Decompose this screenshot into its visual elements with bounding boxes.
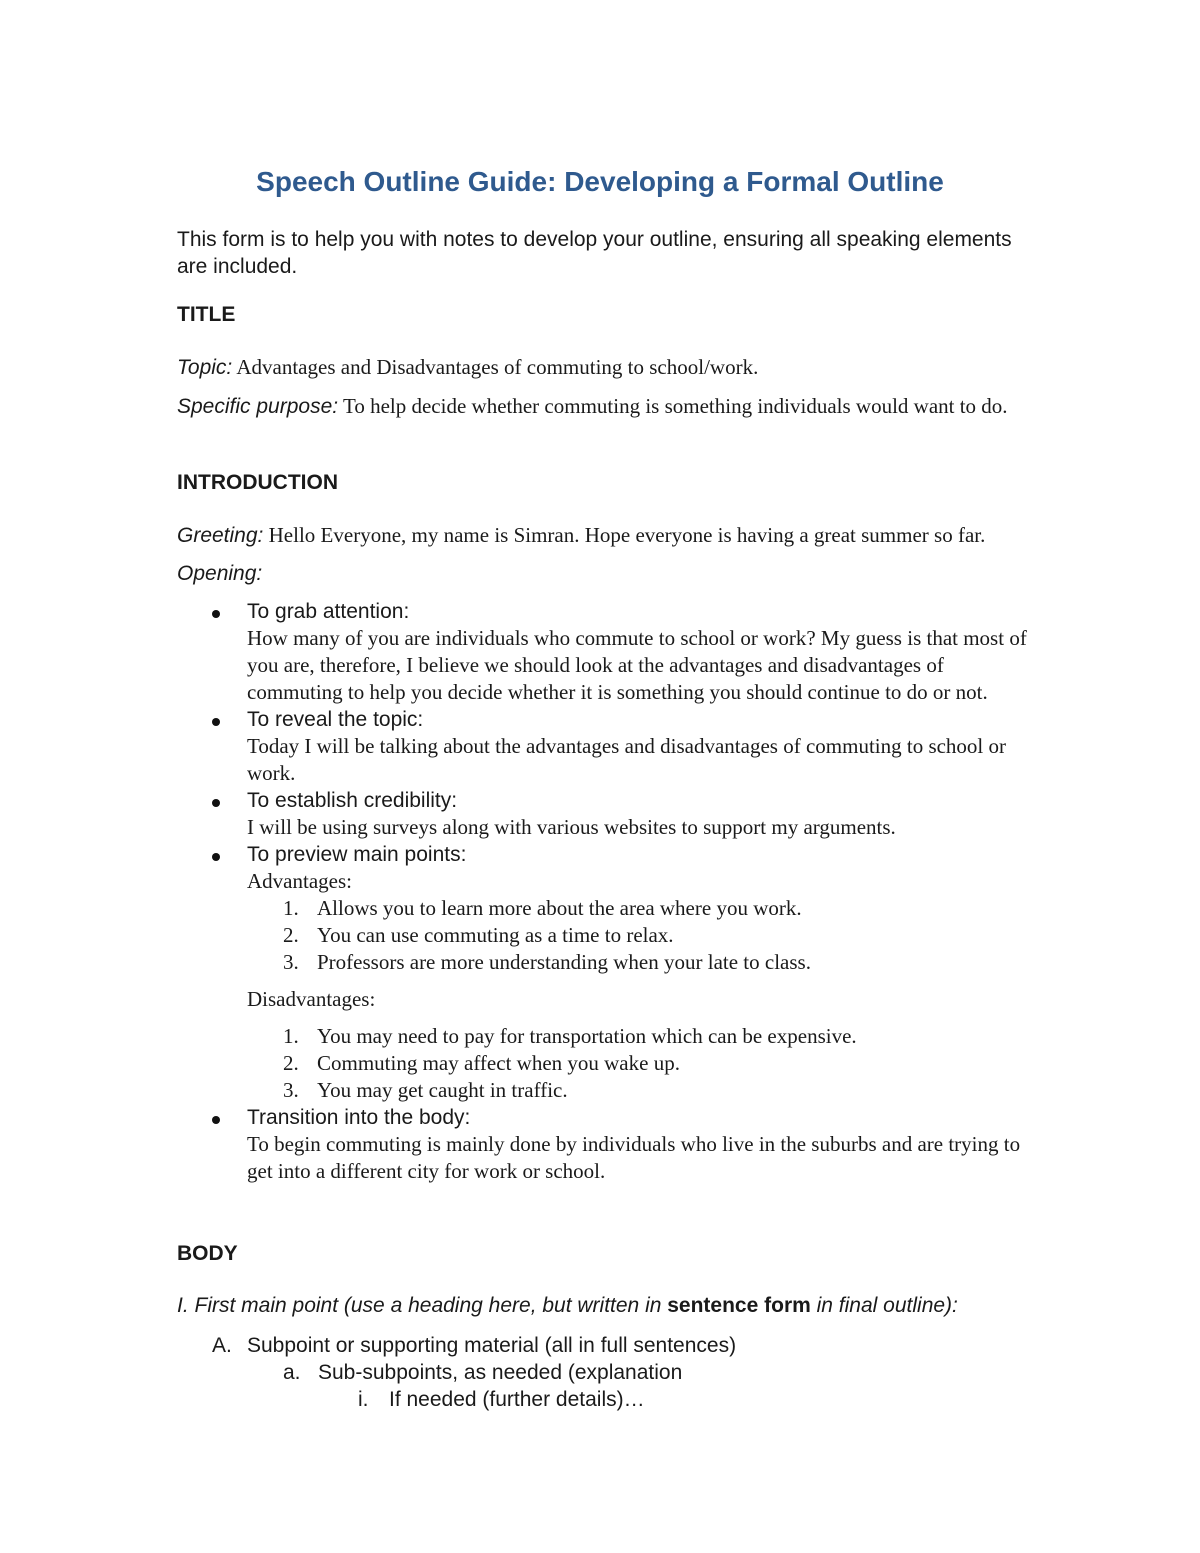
disadvantage-item: 1. You may need to pay for transportation which can be expensive.: [283, 1024, 857, 1048]
topic-line: [177, 354, 1020, 383]
greeting-line: [177, 522, 1020, 551]
title-heading: TITLE: [177, 303, 236, 326]
main-point-bold: sentence form: [667, 1294, 811, 1317]
introduction-heading: INTRODUCTION: [177, 471, 338, 494]
bullet-transition: [177, 1104, 1037, 1185]
advantage-item: 1. Allows you to learn more about the area where you work.: [283, 896, 802, 920]
bullet-label: To establish credibility:: [247, 789, 458, 812]
bullet-label: To grab attention:: [247, 600, 410, 623]
disadvantage-item: 2. Commuting may affect when you wake up.: [283, 1051, 680, 1075]
bullet-text: I will be using surveys along with various websites to support my arguments.: [247, 815, 896, 839]
bullet-label: Transition into the body:: [247, 1106, 471, 1129]
bullet-label: To preview main points:: [247, 843, 467, 866]
disadvantages-label: Disadvantages:: [247, 987, 376, 1011]
opening-bullet-list: [177, 598, 1037, 1185]
bullet-label: To reveal the topic:: [247, 708, 424, 731]
subsubpoint-marker: a.: [283, 1361, 301, 1384]
advantage-item: 3. Professors are more understanding when your late to class.: [283, 950, 811, 974]
subpoint-text: Subpoint or supporting material (all in full sentences): [247, 1334, 737, 1357]
disadvantage-item: 3. You may get caught in traffic.: [283, 1078, 568, 1102]
purpose-text: To help decide whether commuting is something individuals would want to do.: [338, 394, 1008, 418]
bullet-preview: [177, 841, 1037, 1104]
bullet-text: Today I will be talking about the advantages and disadvantages of commuting to school or work.: [247, 734, 1007, 785]
main-point-line: I. First main point (use a heading here, but written in sentence form in final outline):: [177, 1294, 958, 1317]
bullet-dot: [212, 610, 220, 618]
bullet-grab-attention: [177, 598, 1037, 706]
advantage-item: 2. You can use commuting as a time to relax.: [283, 923, 674, 947]
page-title: Speech Outline Guide: Developing a Formal Outline: [256, 166, 944, 197]
greeting-text: Hello Everyone, my name is Simran. Hope everyone is having a great summer so far.: [263, 523, 986, 547]
bullet-dot: [212, 799, 220, 807]
greeting-label: Greeting:: [177, 524, 264, 547]
advantages-label: Advantages:: [247, 869, 352, 893]
bullet-reveal-topic: [177, 706, 1037, 787]
bullet-text: To begin commuting is mainly done by individuals who live in the suburbs and are trying to get into a different city for work or school.: [247, 1132, 1021, 1183]
subpoint-marker: A.: [212, 1334, 232, 1357]
detail-text: If needed (further details)…: [389, 1388, 645, 1411]
subsubpoint-line: [283, 1359, 682, 1386]
purpose-label: Specific purpose:: [177, 395, 339, 418]
detail-marker: i.: [358, 1388, 369, 1411]
topic-text: Advantages and Disadvantages of commuting to school/work.: [232, 355, 759, 379]
topic-label: Topic:: [177, 356, 233, 379]
body-heading: BODY: [177, 1242, 238, 1265]
bullet-credibility: [177, 787, 1037, 841]
bullet-dot: [212, 853, 220, 861]
detail-line: [358, 1386, 645, 1413]
bullet-dot: [212, 718, 220, 726]
bullet-dot: [212, 1116, 220, 1124]
subsubpoint-text: Sub-subpoints, as needed (explanation: [318, 1361, 683, 1384]
opening-label: Opening:: [177, 562, 263, 585]
purpose-line: [177, 393, 1020, 422]
intro-paragraph: This form is to help you with notes to develop your outline, ensuring all speaking elements are included.: [177, 228, 1012, 278]
bullet-text: How many of you are individuals who commute to school or work? My guess is that most of you are, therefore, I believe we should look at the advantages and disadvantages of commuting to help you decide whether it is something you should continue to do or not.: [247, 626, 1027, 704]
subpoint-line: [212, 1332, 736, 1359]
